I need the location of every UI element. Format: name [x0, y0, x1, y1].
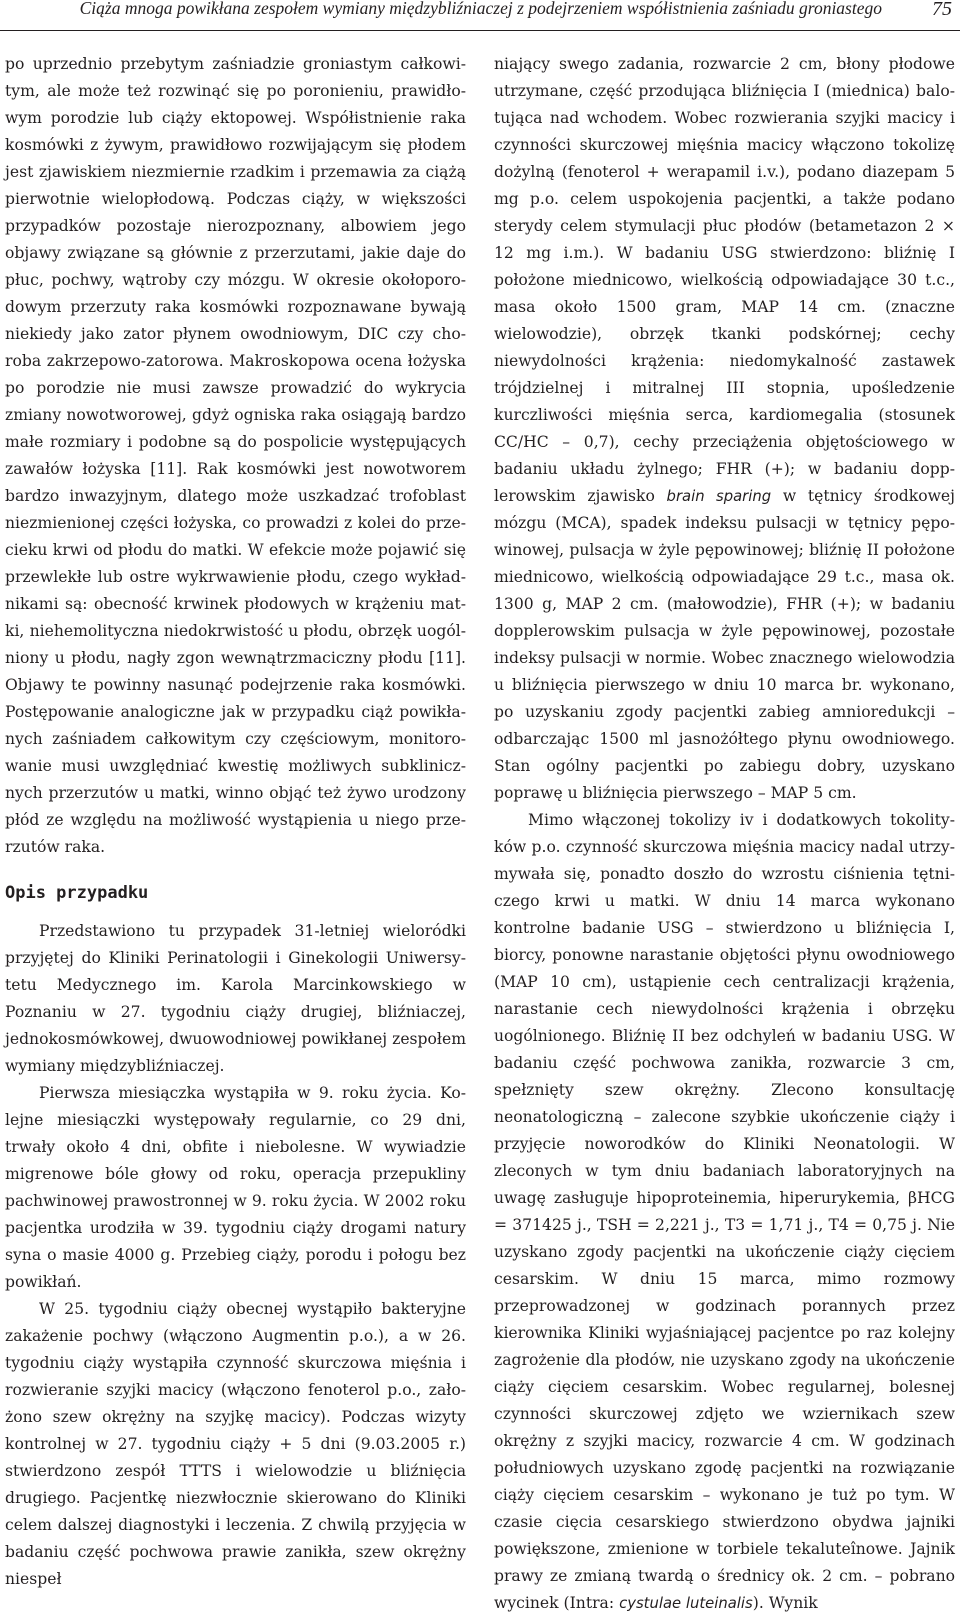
section-heading: Opis przypadku [5, 883, 149, 903]
text-run: w tętnicy środkowej mózgu (MCA), spadek indeksu pulsacji w tętnicy pępowinowej, pulsacja w żyle pępowinowej; bliźnię II położone miednicowo, wielkością odpowiadające 29 t.c., masa ok. 1300 g, MAP 2 cm. (małowodzie), FHR (+); w badaniu dopplerowskim pulsacja w żyle pępowinowej, pozostałe indeksy pulsacji w normie. Wobec znacznego wielowodzia u bliźnięcia pierwszego w dniu 10 marca br. wykonano, po uzyskaniu zgody pacjentki zabieg amnioredukcji – odbarczając 1500 ml jasnożółtego płynu owodniowego. Stan ogólny pacjentki po zabiegu dobry, uzyskano poprawę u bliźnięcia pierwszego – MAP 5 cm. [494, 487, 955, 802]
paragraph: Pierwsza miesiączka wystąpiła w 9. roku życia. Kolejne miesiączki występowały regularnie, co 29 dni, trwały około 4 dni, obfite i niebolesne. W wywiadzie migrenowe bóle głowy od roku, operacja przepukliny pachwinowej prawostronnej w 9. roku życia. W 2002 roku pacjentka urodziła w 39. tygodniu ciąży drogami natury syna o masie 4000 g. Przebieg ciąży, porodu i połogu bez powikłań. [5, 1084, 466, 1291]
paragraph: W 25. tygodniu ciąży obecnej wystąpiło bakteryjne zakażenie pochwy (włączono Augmentin p.o.), a w 26. tygodniu ciąży wystąpiła czynność skurczowa mięśnia i rozwieranie szyjki macicy (włączono fenoterol p.o., założono szew okrężny na szyjkę macicy). Podczas wizyty kontrolnej w 27. tygodniu ciąży + 5 dni (9.03.2005 r.) stwierdzono zespół TTTS i wielowodzie u bliźnięcia drugiego. Pacjentkę niezwłocznie skierowano do Kliniki celem dalszej diagnostyki i leczenia. Z chwilą przyjęcia w badaniu część pochwowa prawie zanikła, szew okrężny niespeł [5, 1300, 466, 1588]
text-run: niający swego zadania, rozwarcie 2 cm, błony płodowe utrzymane, część przodująca bliźnięcia I (miednica) balotująca nad wchodem. Wobec rozwierania szyjki macicy i czynności skurczowej mięśnia macicy włączono tokolizę dożylną (fenoterol + werapamil i.v.), podano diazepam 5 mg p.o. celem uspokojenia pacjentki, a także podano sterydy celem stymulacji płuc płodów (betametazon 2 × 12 mg i.m.). W badaniu USG stwierdzono: bliźnię I położone miednicowo, wielkością odpowiadające 30 t.c., masa około 1500 gram, MAP 14 cm. (znaczne wielowodzie), obrzęk tkanki podskórnej; cechy niewydolności krążenia: niedomykalność zastawek trójdzielnej i mitralnej III stopnia, upośledzenie kurczliwości mięśnia serca, kardiomegalia (stosunek CC/HC – 0,7), cechy przeciążenia objętościowego w badaniu układu żylnego; FHR (+); w badaniu dopplerowskim zjawisko [494, 55, 955, 505]
paragraph: po uprzednio przebytym zaśniadzie groniastym całkowitym, ale może też rozwinąć się po poronieniu, prawidłowym porodzie lub ciąży ektopowej. Współistnienie raka kosmówki z żywym, prawidłowo rozwijającym się płodem jest zjawiskiem niezmiernie rzadkim i przemawia za ciążą pierwotnie wielopłodową. Podczas ciąży, w większości przypadków pozostaje nierozpoznany, albowiem jego objawy związane są głównie z przerzutami, jakie daje do płuc, pochwy, wątroby czy mózgu. W okresie okołoporodowym przerzuty raka kosmówki rozpoznawane bywają niekiedy jako zator płynem owodniowym, DIC czy choroba zakrzepowo-zatorowa. Makroskopowa ocena łożyska po porodzie nie musi zawsze prowadzić do wykrycia zmiany nowotworowej, gdyż ogniska raka osiągają bardzo małe rozmiary i podobne są do pospolicie występujących zawałów łożyska [11]. Rak kosmówki jest nowotworem bardzo inwazyjnym, dlatego może uszkadzać trofoblast niezmienionej części łożyska, co prowadzi z kolei do przecieku krwi od płodu do matki. W efekcie może pojawić się przewlekłe lub ostre wykrwawienie płodu, czego wykładnikami są: obecność krwinek płodowych w krążeniu matki, niehemolityczna niedokrwistość u płodu, obrzęk uogólniony u płodu, nagły zgon wewnątrzmaciczny płodu [11]. Objawy te powinny nasunąć podejrzenie raka kosmówki. Postępowanie analogiczne jak w przypadku ciąż powikłanych zaśniadem całkowitym czy częściowym, monitorowanie musi uwzględniać kwestię możliwych subklinicznych przerzutów u matki, winno objąć też żywo urodzony płód ze względu na możliwość wystąpienia u niego przerzutów raka. [5, 55, 466, 856]
text-run: ). Wynik [752, 1594, 818, 1612]
paragraph [494, 807, 955, 1617]
paragraph: Przedstawiono tu przypadek 31-letniej wieloródki przyjętej do Kliniki Perinatologii i Ginekologii Uniwersytetu Medycznego im. Karola Marcinkowskiego w Poznaniu w 27. tygodniu ciąży drugiej, bliźniaczej, jednokosmówkowej, dwuowodniowej powikłanej zespołem wymiany międzybliźniaczej. [5, 922, 466, 1075]
left-column [5, 51, 466, 1593]
italic-term: brain sparing [666, 488, 772, 505]
right-column [494, 51, 955, 1617]
italic-term: cystulae luteinalis [619, 1595, 753, 1612]
page-header [0, 0, 960, 31]
text-run: Mimo włączonej tokolizy iv i dodatkowych tokolityków p.o. czynność skurczowa mięśnia macicy nadal utrzymywała się, ponadto doszło do wzrostu ciśnienia tętniczego krwi u matki. W dniu 14 marca wykonano kontrolne badanie USG – stwierdzono u bliźnięcia I, biorcy, ponowne narastanie objętości płynu owodniowego (MAP 10 cm), ustąpienie cech centralizacji krążenia, narastanie cech niewydolności krążenia i obrzęku uogólnionego. Bliźnię II bez odchyleń w badaniu USG. W badaniu część pochwowa zanikła, rozwarcie 3 cm, spełznięty szew okrężny. Zlecono konsultację neonatologiczną – zalecone szybkie ukończenie ciąży i przyjęcie noworodków do Kliniki Neonatologii. W zleconych w tym dniu badaniach laboratoryjnych na uwagę zasługuje hipoproteinemia, hiperurykemia, βHCG = 371425 j., TSH = 2,221 j., T3 = 1,71 j., T4 = 0,75 j. Nie uzyskano zgody pacjentki na ukończenie ciąży cięciem cesarskim. W dniu 15 marca, mimo rozmowy przeprowadzonej w godzinach porannych przez kierownika Kliniki wyjaśniającej pacjentce po raz kolejny zagrożenie dla płodów, nie uzyskano zgody na ukończenie ciąży cięciem cesarskim. Wobec regularnej, bolesnej czynności skurczowej zdjęto we wziernikach szew okrężny z szyjki macicy, rozwarcie 4 cm. W godzinach południowych uzyskano zgodę pacjentki na rozwiązanie ciąży cięciem cesarskim – wykonano je tuż po tym. W czasie cięcia cesarskiego stwierdzono obydwa jajniki powiększone, zmienione w torbiele tekaluteînowe. Jajnik prawy ze zmianą twardą o średnicy ok. 2 cm. – pobrano wycinek (Intra: [494, 811, 955, 1612]
page-number: 75 [932, 0, 952, 20]
paragraph [494, 51, 955, 807]
running-title: Ciąża mnoga powikłana zespołem wymiany międzybliźniaczej z podejrzeniem współistnienia zaśniadu groniastego [79, 0, 882, 18]
